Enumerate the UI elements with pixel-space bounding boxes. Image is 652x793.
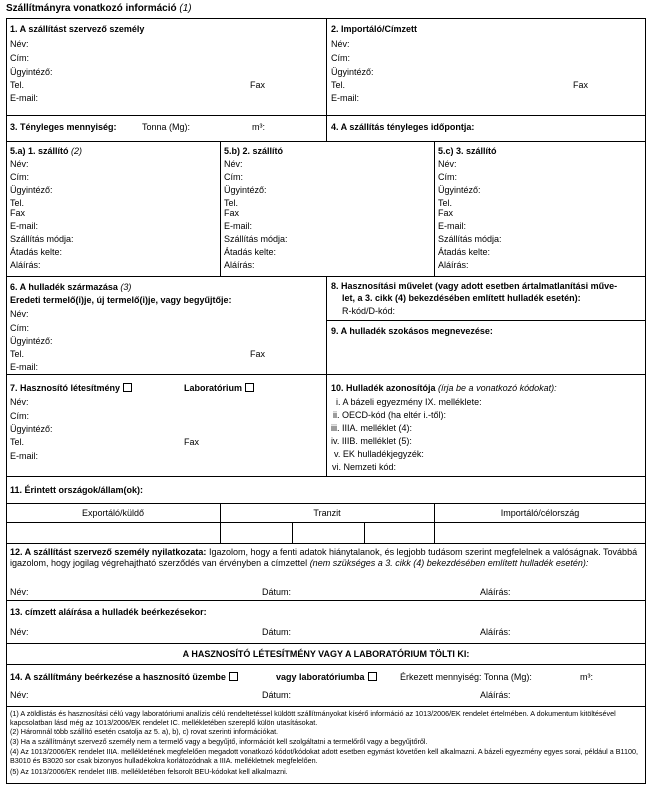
s10-item: vi. Nemzeti kód: <box>332 462 397 472</box>
s10-item: iii. IIIA. melléklet (4): <box>331 423 413 433</box>
s10-item: iv. IIIB. melléklet (5): <box>331 436 412 446</box>
s1-email: E-mail: <box>10 93 39 103</box>
divider <box>6 374 646 375</box>
s11-col-export: Exportáló/küldő <box>81 508 145 518</box>
s5c-cim: Cím: <box>438 172 457 182</box>
s1-nev: Név: <box>10 39 29 49</box>
s12-nev: Név: <box>10 587 29 597</box>
s2-ugyintezo: Ügyintéző: <box>331 67 374 77</box>
s5a-mod: Szállítás módja: <box>10 234 74 244</box>
s5c-mod: Szállítás módja: <box>438 234 502 244</box>
divider <box>220 141 221 276</box>
divider <box>292 522 293 543</box>
divider <box>326 18 327 141</box>
s14-or-text: vagy laboratóriumba <box>276 672 365 682</box>
s5a-kelte: Átadás kelte: <box>10 247 63 257</box>
s1-ugyintezo: Ügyintéző: <box>10 67 53 77</box>
s6-email: E-mail: <box>10 362 39 372</box>
s5a-tel: Tel. <box>10 198 25 208</box>
s5a-email: E-mail: <box>10 221 39 231</box>
s11-col-tranzit: Tranzit <box>313 508 341 518</box>
s7-fax: Fax <box>184 437 200 447</box>
s5b-ugyintezo: Ügyintéző: <box>224 185 267 195</box>
s5c-fax: Fax <box>438 208 454 218</box>
s10-item: v. EK hulladékjegyzék: <box>334 449 424 459</box>
s3-tonna: Tonna (Mg): <box>142 122 191 132</box>
s1-cim: Cím: <box>10 53 29 63</box>
s2-cim: Cím: <box>331 53 350 63</box>
footnote-ref: (5) <box>10 767 19 776</box>
s13-alairas: Aláírás: <box>480 627 511 637</box>
s6-heading-text: 6. A hulladék származása <box>10 282 118 292</box>
divider <box>6 706 646 707</box>
s5c-email: E-mail: <box>438 221 467 231</box>
s6-fax: Fax <box>250 349 266 359</box>
s5c-alairas: Aláírás: <box>438 260 469 270</box>
laboratorium-checkbox[interactable] <box>245 383 254 392</box>
s14-mennyiseg: Érkezett mennyiség: Tonna (Mg): <box>400 672 532 682</box>
divider <box>6 543 646 544</box>
s2-email: E-mail: <box>331 93 360 103</box>
s2-heading: 2. Importáló/Címzett <box>331 24 418 34</box>
document-title <box>6 3 192 15</box>
s5a-alairas: Aláírás: <box>10 260 41 270</box>
s14-alairas: Aláírás: <box>480 690 511 700</box>
divider <box>6 522 646 523</box>
hasznosito-uzem-checkbox[interactable] <box>229 672 238 681</box>
s5a-ugyintezo: Ügyintéző: <box>10 185 53 195</box>
s5c-nev: Név: <box>438 159 457 169</box>
s14-or <box>276 672 377 683</box>
s2-nev: Név: <box>331 39 350 49</box>
s12-text3-italic: esetén): <box>555 557 589 568</box>
laboratorium-checkbox-14[interactable] <box>368 672 377 681</box>
s5b-tel: Tel. <box>224 198 239 208</box>
s5a-nev: Név: <box>10 159 29 169</box>
hasznosito-checkbox[interactable] <box>123 383 132 392</box>
footnote-text: Az 1013/2006/EK rendelet IIIA. mellékletének megfelelően megadott vonatkozó kódot/kódokat adott esetben egymást követően kell alkalmazni. A bázeli egyezmény egyes sorai, például a B1100, B3010 és B3020 sor csak bizonyos hulladékokra korlátozódnak a IIIA. mellékletnek megfelelően. <box>10 747 638 765</box>
s2-fax: Fax <box>573 80 589 90</box>
divider <box>364 522 365 543</box>
s5c-heading: 5.c) 3. szállító <box>438 146 497 156</box>
s3-heading: 3. Tényleges mennyiség: <box>10 122 117 132</box>
s7-ugyintezo: Ügyintéző: <box>10 424 53 434</box>
s7-tel: Tel. <box>10 437 25 447</box>
s11-heading: 11. Érintett országok/állam(ok): <box>10 485 144 495</box>
s5a-cim: Cím: <box>10 172 29 182</box>
s12-declaration <box>10 547 644 569</box>
s14-heading-text: 14. A szállítmány beérkezése a hasznosító üzembe <box>10 672 226 682</box>
footnote <box>10 768 642 777</box>
s13-nev: Név: <box>10 627 29 637</box>
s12-text2: Továbbá igazolom, hogy jogilag végrehajtható szerződés van érvényben a címzettel <box>10 547 638 568</box>
s6-tel: Tel. <box>10 349 25 359</box>
s6-sub: Eredeti termelő(i)je, új termelő(i)je, vagy begyűjtője: <box>10 295 232 305</box>
footnote-text: A zöldlistás és hasznosítási célú vagy laboratóriumi analízis célú rendeltetéssel küldött szállítmányokat kísérő információ az 1013/2006/EK rendelet értelmében. A dokumentum kitöltésével kapcsolatban lásd még az 1013/2006/EK rendelet IC. mellékletében szereplő külön utasításokat. <box>10 709 616 727</box>
s8-heading-line1: 8. Hasznosítási művelet (vagy adott esetben ártalmatlanítási műve- <box>331 281 618 291</box>
s5c-ugyintezo: Ügyintéző: <box>438 185 481 195</box>
divider <box>326 276 327 476</box>
s10-heading-text: 10. Hulladék azonosítója <box>331 383 436 393</box>
s5b-fax: Fax <box>224 208 240 218</box>
s6-cim: Cím: <box>10 323 29 333</box>
s6-nev: Név: <box>10 309 29 319</box>
s7-heading <box>10 383 132 394</box>
s5c-tel: Tel. <box>438 198 453 208</box>
s10-item: i. A bázeli egyezmény IX. melléklete: <box>336 397 482 407</box>
footnote-text: Háromnál több szállító esetén csatolja az 5. a), b), c) rovat szerinti információkat. <box>20 727 279 736</box>
footnote-ref: (3) <box>10 737 19 746</box>
s11-col-import: Importáló/célország <box>500 508 580 518</box>
s10-item: ii. OECD-kód (ha eltér i.-től): <box>333 410 447 420</box>
footnote-ref: (2) <box>10 727 19 736</box>
s6-ugyintezo: Ügyintéző: <box>10 336 53 346</box>
s6-ref: (3) <box>120 282 132 292</box>
s7-cim: Cím: <box>10 411 29 421</box>
footnote-text: Az 1013/2006/EK rendelet IIIB. mellékletében felsorolt BEU-kódokat kell alkalmazni. <box>20 767 288 776</box>
s13-heading: 13. címzett aláírása a hulladék beérkezésekor: <box>10 607 207 617</box>
s13-datum: Dátum: <box>262 627 292 637</box>
divider <box>6 141 646 142</box>
s12-datum: Dátum: <box>262 587 292 597</box>
divider <box>326 320 646 321</box>
s10-heading <box>331 383 557 394</box>
s1-fax: Fax <box>250 80 266 90</box>
s14-m3: m³: <box>580 672 593 682</box>
s5b-alairas: Aláírás: <box>224 260 255 270</box>
s4-heading: 4. A szállítás tényleges időpontja: <box>331 122 475 132</box>
document-title-ref: (1) <box>179 3 192 14</box>
divider <box>6 643 646 644</box>
completion-banner: A HASZNOSÍTÓ LÉTESÍTMÉNY VAGY A LABORATÓRIUM TÖLTI KI: <box>182 649 470 659</box>
s3-m3: m³: <box>252 122 265 132</box>
s8-rkod: R-kód/D-kód: <box>342 306 396 316</box>
s7-labor <box>184 383 254 394</box>
s1-heading: 1. A szállítást szervező személy <box>10 24 145 34</box>
s14-nev: Név: <box>10 690 29 700</box>
s14-datum: Dátum: <box>262 690 292 700</box>
s12-alairas: Aláírás: <box>480 587 511 597</box>
s5b-mod: Szállítás módja: <box>224 234 288 244</box>
footnote-text: Ha a szállítmányt szervező személy nem a termelő vagy a begyűjtő, információt kell szolgáltatni a termelőről vagy a begyűjtőről. <box>20 737 428 746</box>
s5a-heading-text: 5.a) 1. szállító <box>10 146 69 156</box>
footnote-ref: (4) <box>10 747 19 756</box>
footnote <box>10 710 642 728</box>
s7-nev: Név: <box>10 397 29 407</box>
s12-heading: 12. A szállítást szervező személy nyilatkozata: <box>10 547 207 557</box>
document-title-text: Szállítmányra vonatkozó információ <box>6 3 177 14</box>
footnote-ref: (1) <box>10 709 19 718</box>
s5c-kelte: Átadás kelte: <box>438 247 491 257</box>
footnote <box>10 748 642 766</box>
s5b-kelte: Átadás kelte: <box>224 247 277 257</box>
s12-text2-italic: (nem szükséges a 3. cikk (4) bekezdésében említett hulladék <box>309 557 554 568</box>
s5b-heading: 5.b) 2. szállító <box>224 146 284 156</box>
s5b-email: E-mail: <box>224 221 253 231</box>
s12-text1: Igazolom, hogy a fenti adatok hiánytalanok, és legjobb tudásom szerint megfelelnek a valóságnak. <box>208 547 601 557</box>
divider <box>6 115 646 116</box>
divider <box>434 141 435 276</box>
s7-email: E-mail: <box>10 451 39 461</box>
s2-tel: Tel. <box>331 80 346 90</box>
s6-heading <box>10 282 131 293</box>
s14-heading <box>10 672 238 683</box>
divider <box>6 476 646 477</box>
s10-heading-note: (írja be a vonatkozó kódokat): <box>438 383 557 393</box>
s5b-cim: Cím: <box>224 172 243 182</box>
s7-heading-text: 7. Hasznosító létesítmény <box>10 383 121 393</box>
s5a-fax: Fax <box>10 208 26 218</box>
divider <box>6 664 646 665</box>
s5a-heading <box>10 146 82 157</box>
s7-labor-text: Laboratórium <box>184 383 243 393</box>
s1-tel: Tel. <box>10 80 25 90</box>
footnote <box>10 738 642 747</box>
divider <box>6 600 646 601</box>
footnote <box>10 728 642 737</box>
divider <box>6 503 646 504</box>
s9-heading: 9. A hulladék szokásos megnevezése: <box>331 326 493 336</box>
s8-heading-line2: let, a 3. cikk (4) bekezdésében említett hulladék esetén): <box>342 293 581 303</box>
s5a-ref: (2) <box>71 146 83 156</box>
s5b-nev: Név: <box>224 159 243 169</box>
